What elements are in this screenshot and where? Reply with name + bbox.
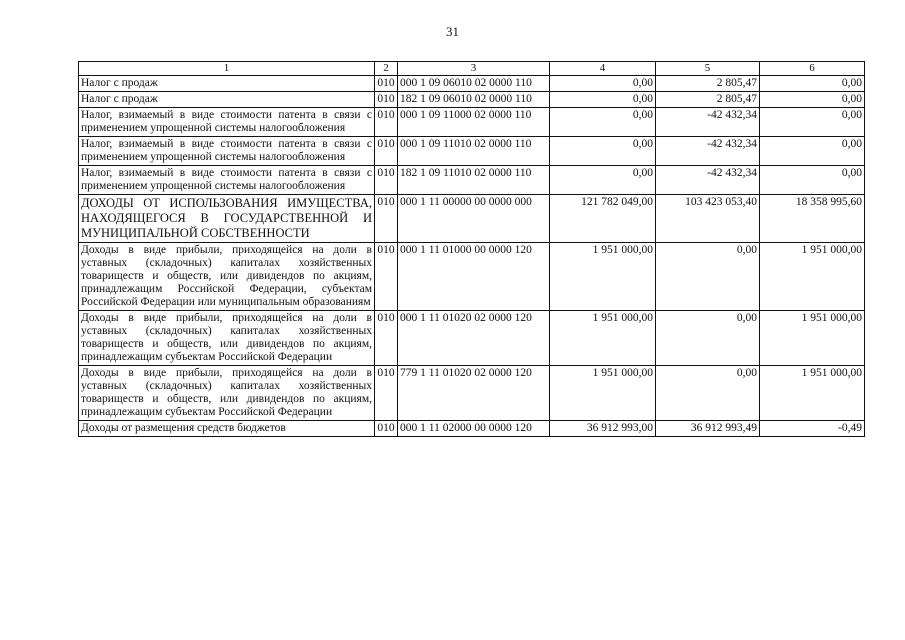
row-col6-cell: 0,00	[760, 137, 865, 166]
row-name-cell: Доходы в виде прибыли, приходящейся на доли в уставных (складочных) капиталах хозяйственных товариществ и обществ, или дивидендов по акциям, принадлежащим Российской Федерации, субъектам Российской Федерации или муниципальным образованиям	[79, 243, 375, 311]
table-body	[79, 76, 865, 437]
row-col4-cell: 121 782 049,00	[550, 195, 656, 243]
row-col6-cell: -0,49	[760, 421, 865, 437]
row-col6-cell: 0,00	[760, 108, 865, 137]
row-code-cell: 000 1 11 00000 00 0000 000	[398, 195, 550, 243]
table-row	[79, 366, 865, 421]
row-col4-cell: 1 951 000,00	[550, 366, 656, 421]
row-name-cell: Доходы от размещения средств бюджетов	[79, 421, 375, 437]
column-header-2: 2	[375, 62, 398, 76]
revenue-table	[78, 61, 865, 437]
row-code-cell: 182 1 09 06010 02 0000 110	[398, 92, 550, 108]
row-name-cell: Налог, взимаемый в виде стоимости патента в связи с применением упрощенной системы налогообложения	[79, 108, 375, 137]
table-row	[79, 137, 865, 166]
row-name-cell: ДОХОДЫ ОТ ИСПОЛЬЗОВАНИЯ ИМУЩЕСТВА, НАХОДЯЩЕГОСЯ В ГОСУДАРСТВЕННОЙ И МУНИЦИПАЛЬНОЙ СОБСТВЕННОСТИ	[79, 195, 375, 243]
row-admin-cell: 010	[375, 108, 398, 137]
row-name-cell: Налог, взимаемый в виде стоимости патента в связи с применением упрощенной системы налогообложения	[79, 137, 375, 166]
row-admin-cell: 010	[375, 92, 398, 108]
table-row	[79, 166, 865, 195]
row-col5-cell: 2 805,47	[656, 76, 760, 92]
row-code-cell: 000 1 11 01020 02 0000 120	[398, 311, 550, 366]
table-row	[79, 76, 865, 92]
table-row	[79, 243, 865, 311]
row-admin-cell: 010	[375, 76, 398, 92]
table-header-row	[79, 62, 865, 76]
row-code-cell: 000 1 09 06010 02 0000 110	[398, 76, 550, 92]
row-col4-cell: 1 951 000,00	[550, 311, 656, 366]
row-name-cell: Налог с продаж	[79, 92, 375, 108]
row-col6-cell: 18 358 995,60	[760, 195, 865, 243]
row-col6-cell: 0,00	[760, 76, 865, 92]
row-col6-cell: 1 951 000,00	[760, 366, 865, 421]
column-header-1: 1	[79, 62, 375, 76]
row-col5-cell: 0,00	[656, 243, 760, 311]
row-admin-cell: 010	[375, 137, 398, 166]
row-code-cell: 000 1 11 01000 00 0000 120	[398, 243, 550, 311]
row-col4-cell: 0,00	[550, 92, 656, 108]
row-col4-cell: 36 912 993,00	[550, 421, 656, 437]
row-admin-cell: 010	[375, 166, 398, 195]
row-col5-cell: 0,00	[656, 311, 760, 366]
row-col4-cell: 0,00	[550, 166, 656, 195]
table-row	[79, 108, 865, 137]
row-col5-cell: -42 432,34	[656, 137, 760, 166]
row-col4-cell: 0,00	[550, 137, 656, 166]
row-admin-cell: 010	[375, 195, 398, 243]
row-code-cell: 779 1 11 01020 02 0000 120	[398, 366, 550, 421]
row-col4-cell: 0,00	[550, 76, 656, 92]
row-name-cell: Налог с продаж	[79, 76, 375, 92]
row-col6-cell: 1 951 000,00	[760, 311, 865, 366]
row-col4-cell: 1 951 000,00	[550, 243, 656, 311]
row-admin-cell: 010	[375, 243, 398, 311]
row-col5-cell: 2 805,47	[656, 92, 760, 108]
table-row	[79, 311, 865, 366]
row-admin-cell: 010	[375, 421, 398, 437]
row-name-cell: Налог, взимаемый в виде стоимости патента в связи с применением упрощенной системы налогообложения	[79, 166, 375, 195]
table-row	[79, 421, 865, 437]
row-col5-cell: 0,00	[656, 366, 760, 421]
row-admin-cell: 010	[375, 311, 398, 366]
page-number: 31	[446, 24, 459, 39]
row-col5-cell: 103 423 053,40	[656, 195, 760, 243]
row-col5-cell: -42 432,34	[656, 108, 760, 137]
row-col6-cell: 1 951 000,00	[760, 243, 865, 311]
row-name-cell: Доходы в виде прибыли, приходящейся на доли в уставных (складочных) капиталах хозяйственных товариществ и обществ, или дивидендов по акциям, принадлежащим субъектам Российской Федерации	[79, 366, 375, 421]
row-col6-cell: 0,00	[760, 166, 865, 195]
row-code-cell: 182 1 09 11010 02 0000 110	[398, 166, 550, 195]
row-name-cell: Доходы в виде прибыли, приходящейся на доли в уставных (складочных) капиталах хозяйственных товариществ и обществ, или дивидендов по акциям, принадлежащим субъектам Российской Федерации	[79, 311, 375, 366]
column-header-6: 6	[760, 62, 865, 76]
row-admin-cell: 010	[375, 366, 398, 421]
table-row	[79, 92, 865, 108]
table-row	[79, 195, 865, 243]
row-code-cell: 000 1 11 02000 00 0000 120	[398, 421, 550, 437]
row-code-cell: 000 1 09 11010 02 0000 110	[398, 137, 550, 166]
column-header-4: 4	[550, 62, 656, 76]
row-col4-cell: 0,00	[550, 108, 656, 137]
row-code-cell: 000 1 09 11000 02 0000 110	[398, 108, 550, 137]
column-header-5: 5	[656, 62, 760, 76]
column-header-3: 3	[398, 62, 550, 76]
row-col6-cell: 0,00	[760, 92, 865, 108]
row-col5-cell: 36 912 993,49	[656, 421, 760, 437]
row-col5-cell: -42 432,34	[656, 166, 760, 195]
